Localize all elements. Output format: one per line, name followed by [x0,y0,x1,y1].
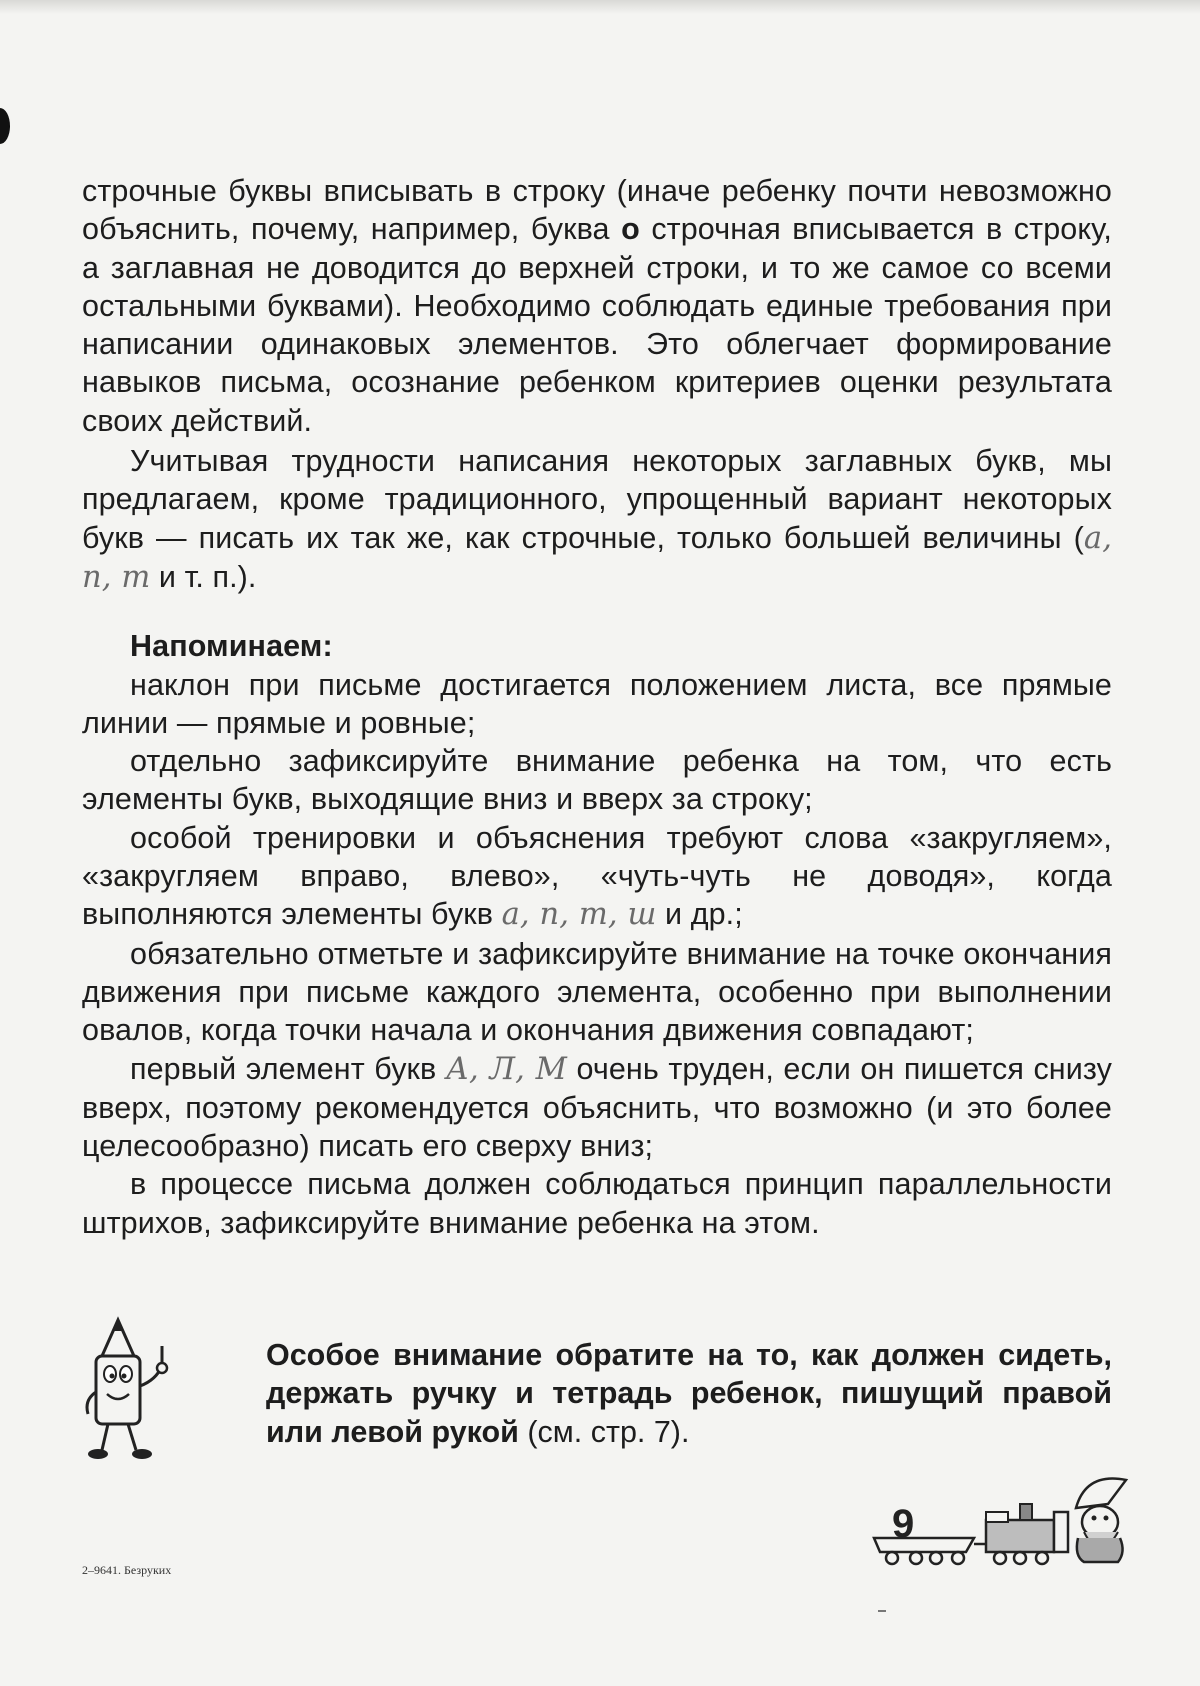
reminder-item-4: обязательно отметьте и зафиксируйте внимание на точке окончания движения при письме каждого элемента, особенно при выполнении овалов, когда точки начала и окончания движения совпадают; [82,936,1112,1048]
reminder-item-5-part-2: очень труден, если он пишется снизу вверх, поэтому рекомендуется объяснить, что возможно (и это более целесообразно) писать его сверху вниз; [82,1051,1112,1164]
reminder-item-5 [82,1050,1112,1166]
reminder-item-6: в процессе письма должен соблюдаться принцип параллельности штрихов, зафиксируйте внимание ребенка на этом. [82,1167,1112,1240]
attention-note-text [266,1336,1112,1451]
reminder-heading: Напоминаем: [130,629,333,664]
reminder-item-3-part-2: и др.; [656,897,743,932]
scan-speck [878,1610,886,1612]
paragraph-1-part-2: строчная вписывается в строку, а заглавная не доводится до верхней строки, и то же самое со всеми остальными буквами). Необходимо соблюдать единые требования при написании одинаковых элементов. Это облегчает формирование навыков письма, осознание ребенком критериев оценки результата своих действий. [82,212,1112,438]
paragraph-2-part-2: и т. п.). [150,559,257,594]
main-text [82,172,1112,1242]
paragraph-1-part-1: строчные буквы вписывать в строку (иначе ребенку почти невозможно объяснить, почему, например, буква [82,174,1112,247]
paragraph-2 [82,442,1112,597]
reminder-item-3-part-1: особой тренировки и объяснения требуют слова «закругляем», «закругляем вправо, влево», «чуть-чуть не доводя», когда выполняются элементы букв [82,820,1112,932]
reminder-item-2: отдельно зафиксируйте внимание ребенка на том, что есть элементы букв, выходящие вниз и вверх за строку; [82,744,1112,817]
script-letters-a-p-t: а, п, т [82,520,1112,595]
print-code: 2–9641. Безруких [82,1563,172,1577]
paragraph-1 [82,172,1112,440]
page-number: 9 [892,1502,915,1546]
attention-note-bold: Особое внимание обратите на то, как должен сидеть, держать ручку и тетрадь ребенок, пишущий правой или левой рукой [266,1338,1112,1449]
script-letters-a-p-t-sh: а, п, т, ш [501,897,657,933]
scan-edge-mark [0,108,10,144]
pencil-mascot-icon [82,1314,188,1464]
attention-note [82,1314,1112,1464]
reminder-item-3 [82,819,1112,935]
script-letters-a-l-m: А, Л, М [445,1051,567,1087]
bold-letter-o: о [621,212,640,247]
attention-note-reference: (см. стр. 7). [518,1414,690,1449]
scan-top-edge [0,0,1200,14]
paragraph-2-part-1: Учитывая трудности написания некоторых заглавных букв, мы предлагаем, кроме традиционного, упрощенный вариант некоторых букв — писать их так же, как строчные, только большей величины ( [82,444,1112,555]
reminder-item-5-part-1: первый элемент букв [130,1051,446,1086]
reminder-item-1: наклон при письме достигается положением листа, все прямые линии — прямые и ровные; [82,667,1112,740]
